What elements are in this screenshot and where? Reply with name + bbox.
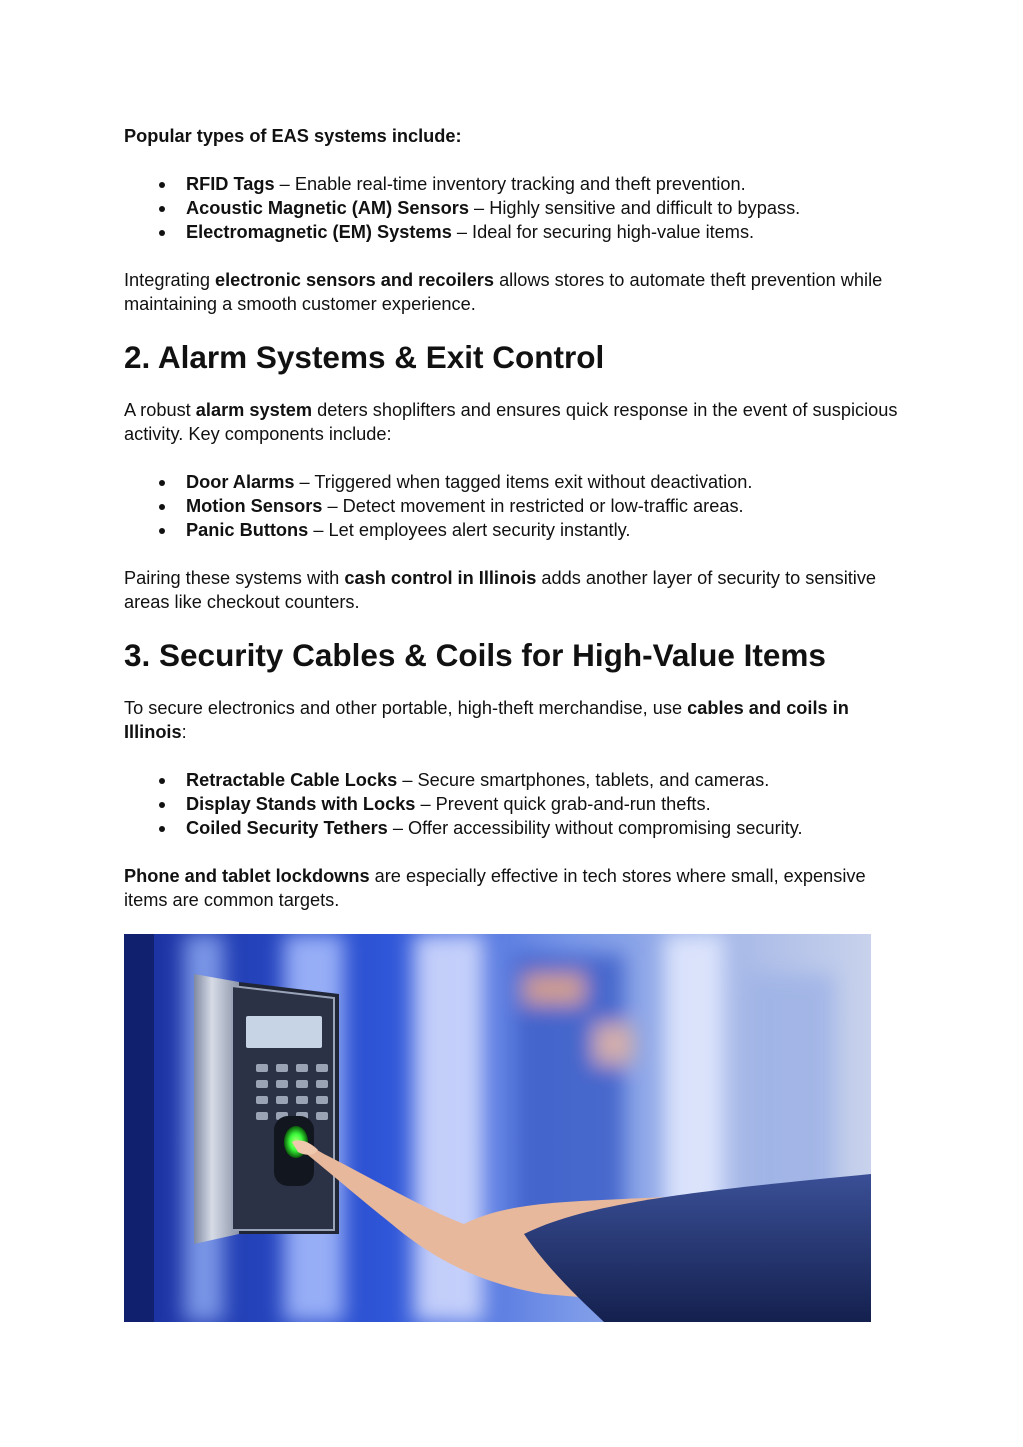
- eas-types-list: [124, 172, 924, 244]
- list-item-desc: – Enable real-time inventory tracking and theft prevention.: [274, 174, 746, 194]
- bold-text: cables and coils in Illinois: [124, 698, 849, 742]
- list-item-term: Door Alarms: [186, 472, 295, 492]
- list-item: [124, 220, 924, 244]
- list-item-term: Retractable Cable Locks: [186, 770, 398, 790]
- list-item: [124, 196, 924, 220]
- list-item-term: Display Stands with Locks: [186, 794, 416, 814]
- list-item: [124, 518, 924, 542]
- list-item-term: RFID Tags: [186, 174, 275, 194]
- list-item-desc: – Triggered when tagged items exit without deactivation.: [294, 472, 753, 492]
- list-item-desc: – Ideal for securing high-value items.: [451, 222, 755, 242]
- list-item: [124, 470, 924, 494]
- fingerprint-terminal-photo: [124, 934, 871, 1322]
- paragraph-lockdowns: [124, 864, 904, 912]
- bold-text: electronic sensors and recoilers: [215, 270, 495, 290]
- list-item-term: Panic Buttons: [186, 520, 309, 540]
- bold-text: Phone and tablet lockdowns: [124, 866, 370, 886]
- section-heading-cables: 3. Security Cables & Coils for High-Value Items: [124, 637, 826, 673]
- text: :: [181, 722, 187, 742]
- text: deters shoplifters and ensures quick response in the event of suspicious activity. Key components include:: [124, 400, 898, 444]
- list-item: [124, 792, 924, 816]
- list-item-desc: – Offer accessibility without compromising security.: [387, 818, 803, 838]
- list-item-desc: – Prevent quick grab-and-run thefts.: [415, 794, 711, 814]
- list-item: [124, 172, 924, 196]
- bold-text: cash control in Illinois: [344, 568, 537, 588]
- list-item: [124, 816, 924, 840]
- alarm-components-list: [124, 470, 924, 542]
- paragraph-cables: [124, 696, 904, 744]
- list-item: [124, 768, 924, 792]
- text: allows stores to automate theft prevention while maintaining a smooth customer experience.: [124, 270, 883, 314]
- list-item-desc: – Detect movement in restricted or low-traffic areas.: [322, 496, 744, 516]
- list-item-term: Coiled Security Tethers: [186, 818, 388, 838]
- text: To secure electronics and other portable, high-theft merchandise, use: [124, 698, 688, 718]
- list-item-term: Electromagnetic (EM) Systems: [186, 222, 452, 242]
- list-item-desc: – Highly sensitive and difficult to bypass.: [468, 198, 801, 218]
- list-item-term: Motion Sensors: [186, 496, 323, 516]
- paragraph-cash-control: [124, 566, 904, 614]
- paragraph-sensors: [124, 268, 904, 316]
- text: are especially effective in tech stores where small, expensive items are common targets.: [124, 866, 866, 910]
- text: Pairing these systems with: [124, 568, 345, 588]
- list-item-term: Acoustic Magnetic (AM) Sensors: [186, 198, 469, 218]
- intro-heading: Popular types of EAS systems include:: [124, 126, 462, 146]
- section-heading-alarm: 2. Alarm Systems & Exit Control: [124, 339, 605, 375]
- text: adds another layer of security to sensitive areas like checkout counters.: [124, 568, 877, 612]
- bold-text: alarm system: [195, 400, 313, 420]
- list-item-desc: – Let employees alert security instantly.: [308, 520, 631, 540]
- list-item: [124, 494, 924, 518]
- cable-types-list: [124, 768, 924, 840]
- text: Integrating: [124, 270, 215, 290]
- list-item-desc: – Secure smartphones, tablets, and cameras.: [397, 770, 770, 790]
- text: A robust: [124, 400, 196, 420]
- paragraph-alarm: [124, 398, 904, 446]
